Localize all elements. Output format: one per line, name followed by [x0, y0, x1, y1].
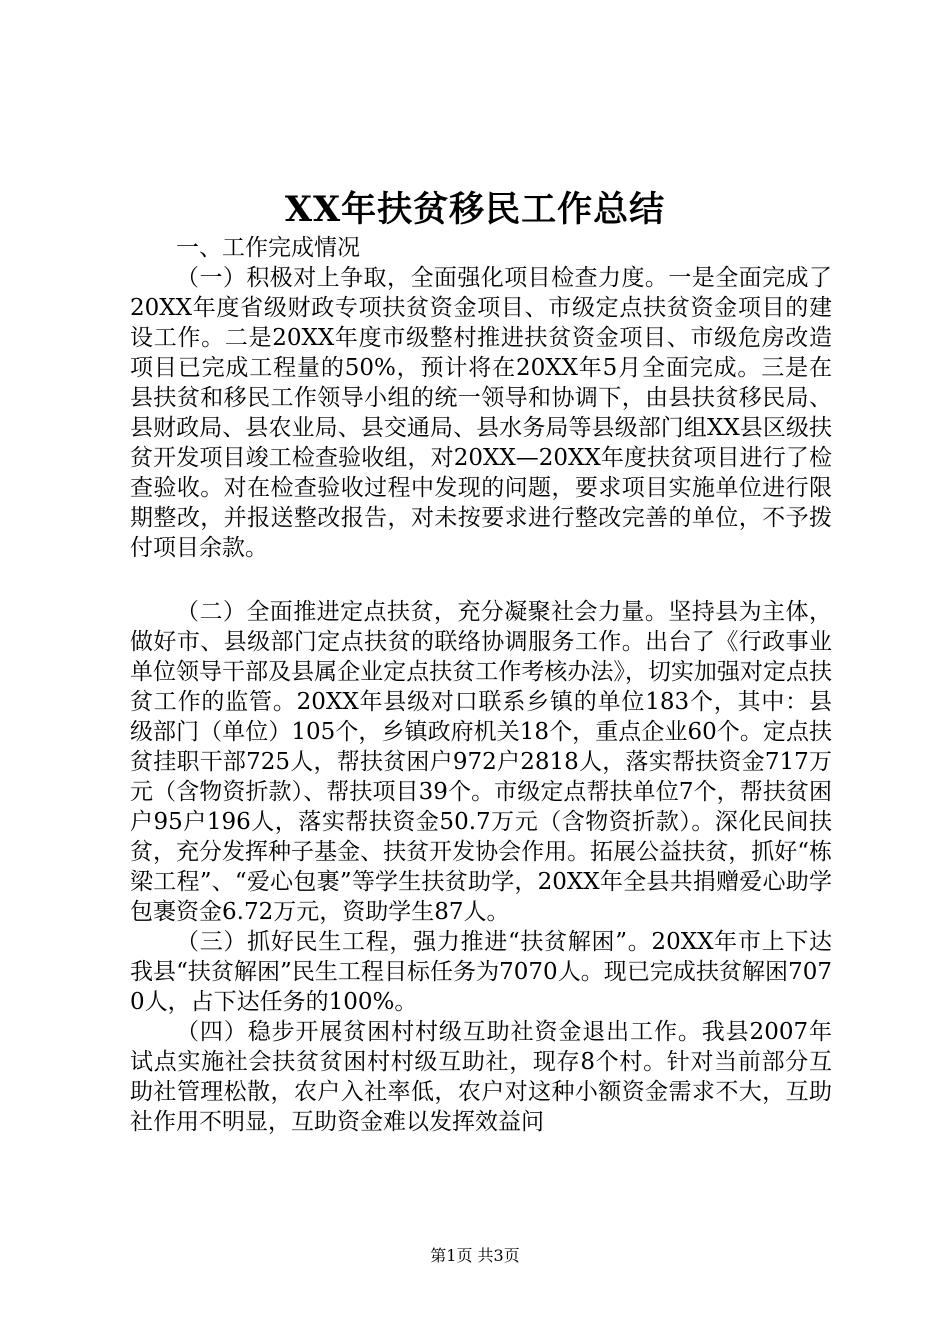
- document-body: [130, 233, 832, 1137]
- section-heading: 一、工作完成情况: [176, 235, 360, 261]
- paragraph-1: （一）积极对上争取，全面强化项目检查力度。一是全面完成了20XX年度省级财政专项扶贫资金项目、市级定点扶贫资金项目的建设工作。二是20XX年度市级整村推进扶贫资金项目、市级危房改造项目已完成工程量的50%，预计将在20XX年5月全面完成。三是在县扶贫和移民工作领导小组的统一领导和协调下，由县扶贫移民局、县财政局、县农业局、县交通局、县水务局等县级部门组XX县区级扶贫开发项目竣工检查验收组，对20XX—20XX年度扶贫项目进行了检查验收。对在检查验收过程中发现的问题，要求项目实施单位进行限期整改，并报送整改报告，对未按要求进行整改完善的单位，不予拨付项目余款。: [130, 265, 832, 561]
- paragraph-3: （三）抓好民生工程，强力推进“扶贫解困”。20XX年市上下达我县“扶贫解困”民生工程目标任务为7070人。现已完成扶贫解困7070人，占下达任务的100%。: [130, 929, 832, 1015]
- page-title: XX年扶贫移民工作总结: [284, 189, 666, 230]
- page-number-footer: 第1页 共3页: [430, 1246, 520, 1265]
- paragraph-4: （四）稳步开展贫困村村级互助社资金退出工作。我县2007年试点实施社会扶贫贫困村村级互助社，现存8个村。针对当前部分互助社管理松散，农户入社率低，农户对这种小额资金需求不大，互助社作用不明显，互助资金难以发挥效益问: [130, 1019, 832, 1135]
- paragraph-2: （二）全面推进定点扶贫，充分凝聚社会力量。坚持县为主体，做好市、县级部门定点扶贫的联络协调服务工作。出台了《行政事业单位领导干部及县属企业定点扶贫工作考核办法》，切实加强对定点扶贫工作的监管。20XX年县级对口联系乡镇的单位183个，其中：县级部门（单位）105个，乡镇政府机关18个，重点企业60个。定点扶贫挂职干部725人，帮扶贫困户972户2818人，落实帮扶资金717万元（含物资折款）、帮扶项目39个。市级定点帮扶单位7个，帮扶贫困户95户196人，落实帮扶资金50.7万元（含物资折款）。深化民间扶贫，充分发挥种子基金、扶贫开发协会作用。拓展公益扶贫，抓好“栋梁工程”、“爱心包裹”等学生扶贫助学，20XX年全县共捐赠爱心助学包裹资金6.72万元，资助学生87人。: [130, 599, 832, 925]
